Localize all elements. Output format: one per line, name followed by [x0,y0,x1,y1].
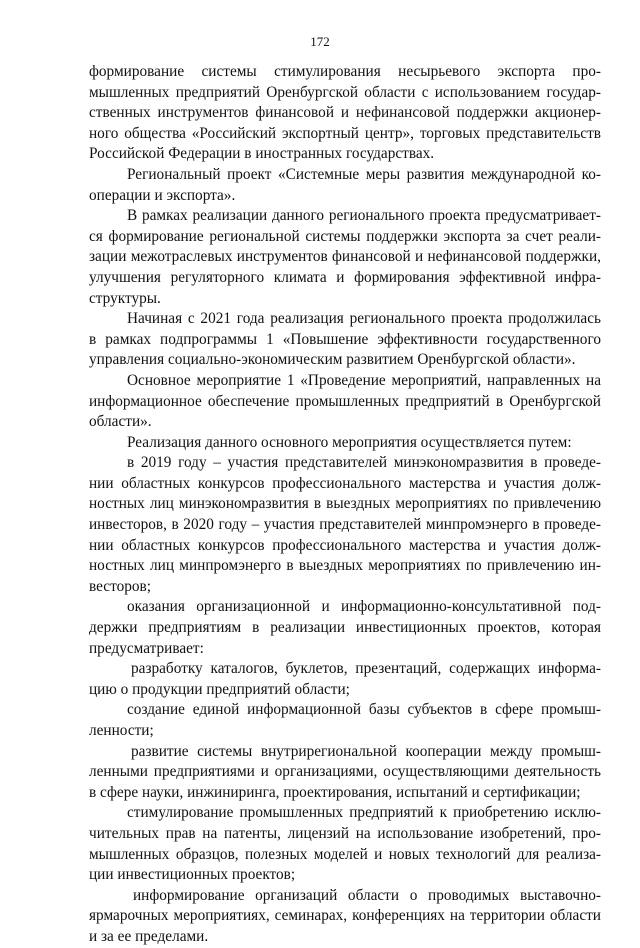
paragraph-since-2021 [89,309,601,371]
paragraph-support [89,597,601,659]
text-line: ственных инструментов финансовой и нефинансовой поддержки акционер- [89,104,601,122]
text-line: ции инвестиционных проектов; [89,866,296,884]
text-line: цию о продукции предприятий области; [89,680,350,698]
text-line: предусматривает: [89,639,204,657]
paragraph-cooperation [89,742,601,804]
page-number: 172 [310,34,330,49]
text-line: разработку каталогов, буклетов, презентаций, содержащих информа- [131,660,601,678]
paragraph-regional-project [89,165,601,206]
text-line: мышленных образцов, полезных моделей и новых технологий для реализа- [89,845,601,863]
text-line: нии областных конкурсов профессионального мастерства и участия долж- [89,474,601,492]
paragraph-catalogs [89,659,601,700]
text-line: формирование системы стимулирования несырьевого экспорта про- [89,63,601,80]
text-line: ярмарочных мероприятиях, семинарах, конференциях на территории области [89,907,601,925]
paragraph-stimulation [89,803,601,885]
text-line: создание единой информационной базы субъектов в сфере промыш- [127,701,601,719]
text-line: чительных прав на патенты, лицензий на использование изобретений, про- [89,824,601,842]
text-line: Основное мероприятие 1 «Проведение мероприятий, направленных на [127,371,601,389]
body-text [89,62,601,948]
text-line: ного общества «Российский экспортный центр», торговых представительств [89,124,601,142]
text-line: Региональный проект «Системные меры развития международной ко- [127,165,601,183]
text-line: инвесторов, в 2020 году – участия представителей минпромэнерго в проведе- [89,516,601,534]
text-line: развитие системы внутрирегиональной кооперации между промыш- [131,742,601,760]
text-line: структуры. [89,289,161,307]
text-line: информирование организаций области о проводимых выставочно- [133,886,601,904]
text-line: в рамках подпрограммы 1 «Повышение эффективности государственного [89,330,601,348]
text-line: области». [89,413,152,431]
text-line: ся формирование региональной системы поддержки экспорта за счет реали- [89,227,601,245]
paragraph-2019-2020 [89,453,601,597]
text-line: в сфере науки, инжиниринга, проектирования, испытаний и сертификации; [89,783,581,801]
text-line: Российской Федерации в иностранных государствах. [89,145,435,163]
paragraph-database [89,700,601,741]
text-line: зации межотраслевых инструментов финансовой и нефинансовой поддержки, [89,248,601,266]
text-line: улучшения регуляторного климата и формирования эффективной инфра- [89,268,601,286]
paragraph-main-activity [89,371,601,433]
text-line: держки предприятиям в реализации инвестиционных проектов, которая [89,619,601,637]
paragraph-informing [89,886,601,948]
text-line: в 2019 году – участия представителей минэкономразвития в проведе- [127,454,601,472]
text-line: и за ее пределами. [89,927,209,945]
text-line: нии областных конкурсов профессионального мастерства и участия долж- [89,536,601,554]
text-line: Начиная с 2021 года реализация регионального проекта продолжилась [127,310,601,328]
paragraph-project-framework [89,206,601,309]
text-line: ностных лиц минпромэнерго в выездных мероприятиях по привлечению ин- [89,557,601,575]
text-line: весторов; [89,577,151,595]
text-line: информационное обеспечение промышленных предприятий в Оренбургской [89,392,601,410]
paragraph-export-stimulation [89,62,601,165]
text-line: управления социально-экономическим развитием Оренбургской области». [89,351,576,369]
paragraph-implementation [89,433,601,454]
text-line: ленными предприятиями и организациями, осуществляющими деятельность [89,763,601,781]
text-line: ностных лиц минэкономразвития в выездных мероприятиях по привлечению [89,495,601,513]
text-line: В рамках реализации данного регионального проекта предусматривает- [127,207,601,225]
text-line: Реализация данного основного мероприятия осуществляется путем: [127,433,572,451]
text-line: стимулирование промышленных предприятий к приобретению исклю- [127,804,601,822]
text-line: мышленных предприятий Оренбургской области с использованием государ- [89,83,601,101]
text-line: операции и экспорта». [89,186,236,204]
text-line: оказания организационной и информационно-консультативной под- [127,598,601,616]
text-line: ленности; [89,722,154,739]
